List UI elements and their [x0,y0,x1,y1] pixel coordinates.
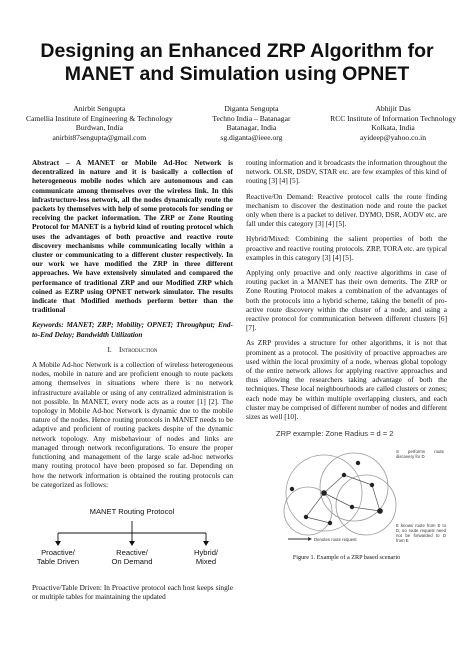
reactive-paragraph: Reactive/On Demand: Reactive protocol calls the route finding mechanism to discover the destination node and route the packet only when there is a packet to deliver. DYMO, DSR, AODV etc. are fall under this category [3] [4] [5]. [246,191,447,229]
author-email[interactable]: sg.diganta@ieee.org [220,132,283,142]
hybrid-paragraph: Hybrid/Mixed: Combining the salient properties of both the proactive and reactive routing protocols. ZRP, TORA etc. are typical examples in this category [3] [4] [5]. [246,234,447,262]
paper-title [20,40,454,86]
figure-title: ZRP example: Zone Radius = d = 2 [276,429,394,439]
figure-note-e: E knows route from E to D, so route request need not be forwarded to D from E [396,523,446,544]
zrp-structure-paragraph: As ZRP provides a structure for other algorithms, it is not that prominent as a protocol. The positivity of proactive approaches are used within the local proximity of a node, whereas global topology of the entire network allows for applying reactive approaches and thus allowing the researchers taking advantage of both the techniques. These local neighbourhoods are called clusters or zones; each node may be within multiple overlapping clusters, and each cluster may be comprised of different number of nodes and different sizes as well [10]. [246,338,447,422]
author-location: Kolkata, India [371,123,415,133]
figure-legend: Denotes route request [314,537,357,543]
diagram-hybrid: Hybrid/ Mixed [193,547,219,566]
keywords: Keywords: MANET; ZRP; Mobility; OPNET; Throughput; End-to-End Delay; Bandwidth Utilization [32,320,233,339]
zrp-figure [246,427,447,551]
author-location: Burdwan, India [75,123,123,133]
title-line-1: Designing an Enhanced ZRP Algorithm for [40,40,434,62]
author-email[interactable]: anirbit87sengupta@gmail.com [52,132,147,142]
zrp-paragraph: Applying only proactive and only reactive algorithms in case of routing packet in a MANET has their own demerits. The ZRP or Zone Routing Protocol makes a combination of the advantages of both the protocols into a hybrid scheme, taking the benefit of pro-active route discovery within the cluster of a node, and using a reactive protocol for communication between different clusters [6] [7]. [246,268,447,333]
title-line-2: MANET and Simulation using OPNET [64,63,410,85]
author-name: Anirbit Sengupta [73,104,126,113]
author-affiliation: Camellia Institute of Engineering & Technology [26,113,173,123]
paragraph: routing information and it broadcasts the information throughout the network. OLSR, DSDV, STAR etc. are few examples of this kind of routing [3] [4] [5]. [246,158,447,186]
diagram-reactive: Reactive/ On Demand [111,547,153,566]
diagram-proactive: Proactive/ Table Driven [36,547,80,566]
routing-taxonomy-diagram [32,495,233,579]
section-title: Introduction [119,344,158,354]
figure-note-source: S performs route discovery for D [396,449,444,460]
diagram-root: MANET Routing Protocol [89,506,175,516]
intro-paragraph: A Mobile Ad-hoc Network is a collection of wireless heterogeneous nodes, mobile in nature and are proficient enough to route packets among themselves in situations where there is no network infrastructure available or using of any centralized administration is not possible. In MANET, every node acts as a router [1] [2]. The topology in Mobile Ad-hoc Network is dynamic due to the mobile nature of the nodes. Hence routing protocols in MANET needs to be adaptive and proficient of routing packets despite of the dynamic network topology. Any misbehaviour of nodes and links are managed through network reconfigurations. To ensure the proper functioning and management of the large scale ad-hoc networks many routing protocol have been proposed so far. Depending on how the network information is obtained the routing protocols can be categorized as follows: [32,360,233,489]
section-heading [32,345,233,354]
proactive-paragraph: Proactive/Table Driven: In Proactive protocol each host keeps single or multiple tables for maintaining the updated [32,582,233,602]
author-affiliation: Techno India – Batanagar [212,113,291,123]
author-name: Abhijit Das [375,104,411,113]
abstract: Abstract – A MANET or Mobile Ad-Hoc Network is decentralized in nature and it is basically a collection of heterogeneous mobile nodes which are autonomous and can communicate among themselves over the wireless link. In this infrastructure-less network, all the nodes dynamically route the packets by themselves with help of some protocols for sending or receiving the packet information. The ZRP or Zone Routing Protocol for MANET is a hybrid kind of routing protocol which uses the advantages of both proactive and reactive route discovery mechanisms while communicating locally within a cluster or communicating to a different cluster respectively. In our work we have modified the ZRP in three different approaches. We have extensively simulated and compared the performance of traditional ZRP and our Modified ZRP which coined as EZRP using OPNET network simulator. The results indicate that Modified methods perform better than the traditional [32,158,233,315]
left-column [32,158,233,607]
section-number: I. [107,344,112,354]
author-affiliation: RCC Institute of Information Technology [330,113,456,123]
author-location: Batanagar, India [226,123,277,133]
figure-caption: Figure 1. Example of a ZRP based scenario [292,554,401,562]
author-block [26,104,456,142]
author-1 [26,104,173,142]
author-email[interactable]: ayideep@yahoo.co.in [360,132,427,142]
author-name: Diganta Sengupta [224,104,279,113]
right-column [246,158,447,562]
author-3 [330,104,456,142]
author-2 [212,104,290,142]
